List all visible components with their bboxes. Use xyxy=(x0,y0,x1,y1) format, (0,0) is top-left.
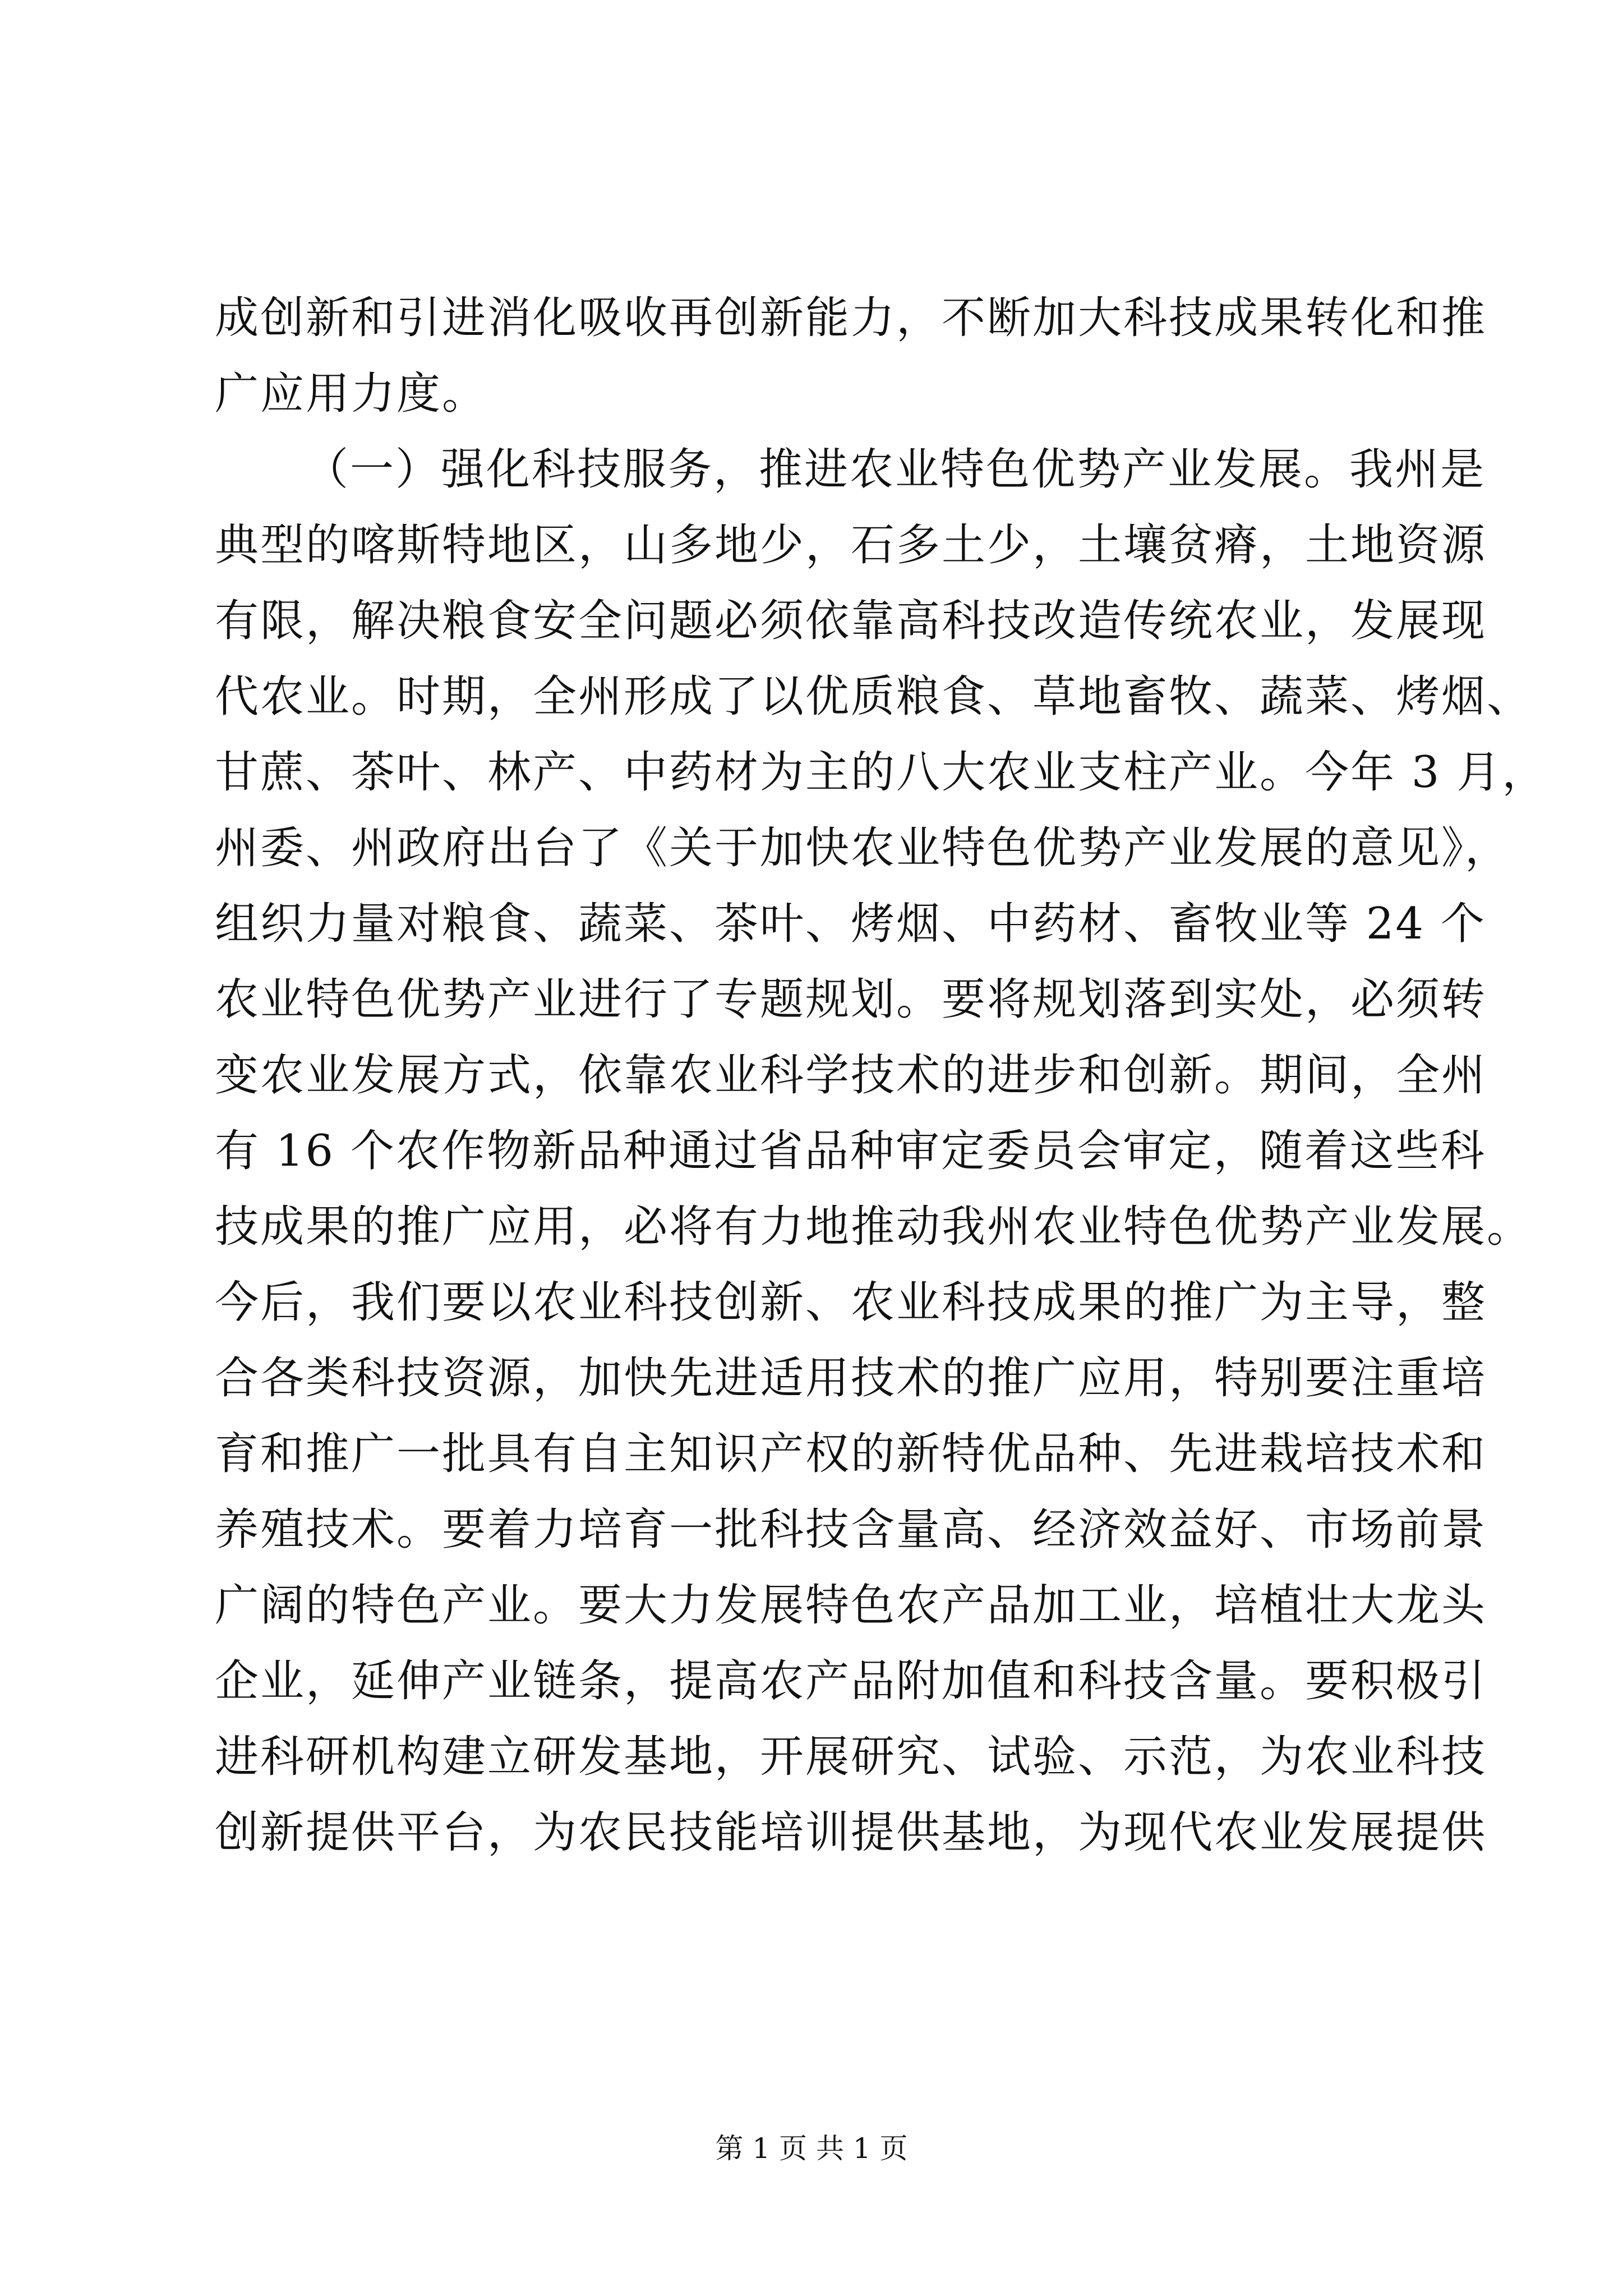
text-line: 典型的喀斯特地区，山多地少，石多土少，土壤贫瘠，土地资源 xyxy=(215,520,1487,570)
text-line: 育和推广一批具有自主知识产权的新特优品种、先进栽培技术和 xyxy=(215,1429,1487,1479)
text-line: 广阔的特色产业。要大力发展特色农产品加工业，培植壮大龙头 xyxy=(215,1580,1487,1631)
text-line: 创新提供平台，为农民技能培训提供基地，为现代农业发展提供 xyxy=(215,1807,1487,1858)
section-heading-line: （一）强化科技服务，推进农业特色优势产业发展。我州是 xyxy=(305,444,1486,495)
text-line: 技成果的推广应用，必将有力地推动我州农业特色优势产业发展。 xyxy=(215,1202,1533,1252)
text-line: 企业，延伸产业链条，提高农产品附加值和科技含量。要积极引 xyxy=(215,1656,1487,1706)
text-line: 今后，我们要以农业科技创新、农业科技成果的推广为主导，整 xyxy=(215,1277,1487,1328)
text-line: 甘蔗、茶叶、林产、中药材为主的八大农业支柱产业。今年 3 月， xyxy=(215,747,1548,798)
page-footer: 第 1 页 共 1 页 xyxy=(715,2132,908,2165)
text-line: 有 16 个农作物新品种通过省品种审定委员会审定，随着这些科 xyxy=(215,1126,1486,1176)
body-text xyxy=(215,280,1548,1871)
text-line: 代农业。时期，全州形成了以优质粮食、草地畜牧、蔬菜、烤烟、 xyxy=(215,671,1533,722)
text-line: 养殖技术。要着力培育一批科技含量高、经济效益好、市场前景 xyxy=(215,1504,1487,1555)
text-line: 广应用力度。 xyxy=(215,369,488,419)
text-line: 州委、州政府出台了《关于加快农业特色优势产业发展的意见》， xyxy=(215,823,1511,873)
text-line: 变农业发展方式，依靠农业科学技术的进步和创新。期间，全州 xyxy=(215,1050,1487,1101)
text-line: 有限，解决粮食安全问题必须依靠高科技改造传统农业，发展现 xyxy=(215,596,1487,646)
text-line: 农业特色优势产业进行了专题规划。要将规划落到实处，必须转 xyxy=(215,974,1487,1025)
text-line: 进科研机构建立研发基地，开展研究、试验、示范，为农业科技 xyxy=(215,1732,1487,1782)
text-line: 组织力量对粮食、蔬菜、茶叶、烤烟、中药材、畜牧业等 24 个 xyxy=(215,899,1486,949)
text-line: 合各类科技资源，加快先进适用技术的推广应用，特别要注重培 xyxy=(215,1353,1487,1404)
text-line: 成创新和引进消化吸收再创新能力，不断加大科技成果转化和推 xyxy=(215,293,1487,343)
